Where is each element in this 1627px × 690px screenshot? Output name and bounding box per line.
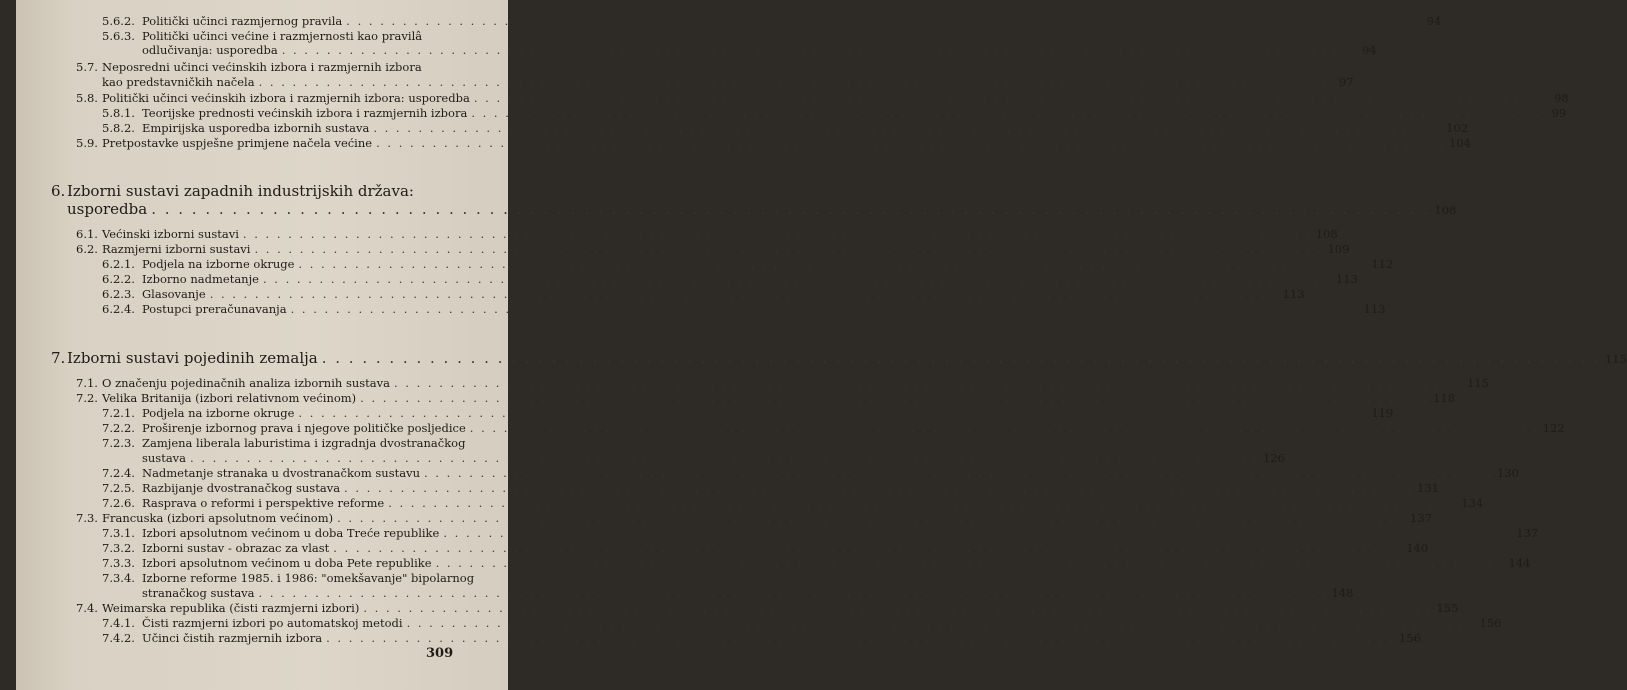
- toc-page: 108: [1434, 203, 1457, 217]
- toc-page: 113: [1363, 302, 1386, 316]
- toc-title: Teorijske prednosti većinskih izbora i razmjernih izbora: [142, 106, 468, 120]
- leader-dots: [254, 243, 1323, 256]
- toc-page: 130: [1496, 466, 1519, 480]
- toc-page: 109: [1327, 242, 1350, 256]
- leader-dots: [344, 482, 1413, 495]
- page-number: 309: [426, 646, 454, 661]
- chapter-title: Izborni sustavi zapadnih industrijskih država:: [67, 182, 414, 200]
- leader-dots: [190, 452, 1259, 465]
- toc-entry: [102, 14, 1442, 28]
- leader-dots: [373, 122, 1442, 135]
- toc-number: 7.3.2.: [102, 541, 135, 555]
- toc-page: 144: [1508, 556, 1531, 570]
- toc-title: Podjela na izborne okruge: [142, 257, 295, 271]
- leader-dots: [259, 76, 1328, 89]
- leader-dots: [298, 407, 1367, 420]
- leader-dots: [291, 303, 1360, 316]
- toc-number: 5.8.2.: [102, 121, 135, 135]
- toc-number: 7.3.4.: [102, 571, 135, 585]
- toc-title: sustava: [142, 451, 187, 465]
- toc-page: 134: [1461, 496, 1484, 510]
- toc-number: 7.2.5.: [102, 481, 135, 495]
- toc-number: 7.3.3.: [102, 556, 135, 570]
- leader-dots: [470, 422, 1539, 435]
- toc-entry: [102, 526, 1539, 540]
- toc-entry: [76, 136, 1471, 150]
- toc-page: 99: [1551, 106, 1567, 120]
- toc-title: Glasovanje: [142, 287, 206, 301]
- toc-title: Razmjerni izborni sustavi: [102, 242, 251, 256]
- toc-page: 118: [1433, 391, 1456, 405]
- leader-dots: [243, 228, 1312, 241]
- chapter-heading-continued: [67, 200, 1457, 219]
- toc-number: 7.2.: [76, 391, 98, 405]
- toc-title: O značenju pojedinačnih analiza izbornih sustava: [102, 376, 390, 390]
- toc-page: 104: [1449, 136, 1471, 150]
- toc-title: stranačkog sustava: [142, 586, 255, 600]
- toc-entry: [76, 391, 1456, 405]
- toc-page: 131: [1417, 481, 1439, 495]
- toc-number: 7.2.6.: [102, 496, 135, 510]
- toc-title: kao predstavničkih načela: [102, 75, 255, 89]
- toc-title: Neposredni učinci većinskih izbora i razmjernih izbora: [102, 60, 422, 74]
- toc-page: 98: [1554, 91, 1569, 105]
- toc-number: 5.6.2.: [102, 14, 135, 28]
- toc-number: 6.2.1.: [102, 257, 135, 271]
- leader-dots: [394, 377, 1463, 390]
- toc-entry-continued: [142, 586, 1354, 600]
- toc-title: Politički učinci većine i razmjernosti kao pravilâ: [142, 29, 423, 43]
- leader-dots: [263, 273, 1332, 286]
- toc-number: 7.3.: [76, 511, 98, 525]
- toc-title: Politički učinci većinskih izbora i razmjernih izbora: usporedba: [102, 91, 470, 105]
- toc-number: 6.2.: [76, 242, 98, 256]
- toc-page: 112: [1371, 257, 1394, 271]
- toc-entry: [102, 30, 422, 43]
- toc-title: Podjela na izborne okruge: [142, 406, 295, 420]
- toc-entry: [102, 541, 1429, 555]
- toc-number: 7.4.: [76, 601, 98, 615]
- leader-dots: [360, 392, 1429, 405]
- toc-entry: [102, 421, 1565, 435]
- leader-dots: [322, 349, 1601, 367]
- toc-entry: [76, 242, 1350, 256]
- leader-dots: [210, 288, 1279, 301]
- toc-page: 113: [1282, 287, 1305, 301]
- toc-number: 5.8.1.: [102, 106, 135, 120]
- toc-number: 7.3.1.: [102, 526, 135, 540]
- toc-entry: [102, 616, 1502, 630]
- toc-title: Empirijska usporedba izbornih sustava: [142, 121, 370, 135]
- toc-entry: [102, 631, 1421, 645]
- leader-dots: [436, 557, 1505, 570]
- leader-dots: [282, 44, 1351, 57]
- toc-page: 94: [1426, 14, 1442, 28]
- toc-entry: [102, 496, 1484, 510]
- toc-number: 7.4.2.: [102, 631, 135, 645]
- toc-title: Rasprava o reformi i perspektive reforme: [142, 496, 385, 510]
- chapter-number: 6.: [51, 182, 66, 200]
- toc-title: Weimarska republika (čisti razmjerni izbori): [102, 601, 360, 615]
- toc-page: 115: [1466, 376, 1489, 390]
- leader-dots: [443, 527, 1512, 540]
- toc-title: Izborne reforme 1985. i 1986: "omekšavanje" bipolarnog: [142, 571, 475, 585]
- leader-dots: [407, 617, 1476, 630]
- toc-title: Velika Britanija (izbori relativnom većinom): [102, 391, 357, 405]
- toc-entry: [102, 406, 1394, 420]
- toc-title: Postupci preračunavanja: [142, 302, 287, 316]
- toc-number: 7.1.: [76, 376, 98, 390]
- toc-title: Čisti razmjerni izbori po automatskoj metodi: [142, 616, 403, 630]
- toc-page: 122: [1542, 421, 1565, 435]
- chapter-heading: [51, 182, 414, 200]
- toc-entry: [102, 481, 1439, 495]
- toc-entry: [76, 601, 1459, 615]
- toc-title: Izborni sustav - obrazac za vlast: [142, 541, 330, 555]
- toc-entry: [102, 572, 474, 585]
- chapter-title: usporedba: [67, 200, 148, 218]
- toc-entry: [76, 227, 1338, 241]
- toc-entry: [76, 511, 1432, 525]
- toc-title: Izborno nadmetanje: [142, 272, 259, 286]
- toc-number: 5.6.3.: [102, 29, 135, 43]
- leader-dots: [424, 467, 1493, 480]
- leader-dots: [363, 602, 1432, 615]
- toc-page: 137: [1410, 511, 1432, 525]
- leader-dots: [337, 512, 1406, 525]
- chapter-heading: [51, 349, 1627, 368]
- toc-entry: [76, 91, 1569, 105]
- toc-page: 148: [1331, 586, 1354, 600]
- toc-page: 115: [1604, 352, 1627, 366]
- toc-number: 6.1.: [76, 227, 98, 241]
- toc-page: 119: [1371, 406, 1394, 420]
- toc-title: Pretpostavke uspješne primjene načela većine: [102, 136, 373, 150]
- leader-dots: [471, 107, 1540, 120]
- toc-page: 113: [1335, 272, 1358, 286]
- toc-title: Nadmetanje stranaka u dvostranačkom sustavu: [142, 466, 420, 480]
- toc-entry: [102, 272, 1358, 286]
- toc-page: 156: [1399, 631, 1421, 645]
- toc-title: Većinski izborni sustavi: [102, 227, 239, 241]
- toc-number: 7.2.4.: [102, 466, 135, 480]
- toc-entry-continued: [142, 451, 1285, 465]
- toc-number: 6.2.2.: [102, 272, 135, 286]
- toc-page: 155: [1436, 601, 1459, 615]
- toc-title: Politički učinci razmjernog pravila: [142, 14, 343, 28]
- toc-entry: [102, 287, 1305, 301]
- toc-entry-continued: [142, 43, 1377, 57]
- toc-number: 7.2.3.: [102, 436, 135, 450]
- toc-number: 7.4.1.: [102, 616, 135, 630]
- toc-entry: [76, 376, 1489, 390]
- leader-dots: [474, 92, 1543, 105]
- toc-page: 94: [1361, 43, 1377, 57]
- toc-title: Učinci čistih razmjernih izbora: [142, 631, 323, 645]
- toc-title: Zamjena liberala laburistima i izgradnja dvostranačkog: [142, 436, 466, 450]
- toc-entry-continued: [102, 75, 1354, 89]
- leader-dots: [326, 632, 1395, 645]
- toc-entry: [102, 257, 1394, 271]
- toc-page: 97: [1338, 75, 1354, 89]
- toc-title: Izbori apsolutnom većinom u doba Pete republike: [142, 556, 432, 570]
- toc-page: 102: [1446, 121, 1469, 135]
- leader-dots: [388, 497, 1457, 510]
- toc-entry: [102, 121, 1469, 135]
- toc-title: Izbori apsolutnom većinom u doba Treće republike: [142, 526, 440, 540]
- toc-page: 137: [1516, 526, 1539, 540]
- toc-page: 108: [1315, 227, 1338, 241]
- toc-title: Francuska (izbori apsolutnom većinom): [102, 511, 334, 525]
- toc-page: 156: [1479, 616, 1502, 630]
- toc-title: Razbijanje dvostranačkog sustava: [142, 481, 341, 495]
- chapter-number: 7.: [51, 349, 66, 367]
- toc-number: 5.9.: [76, 136, 98, 150]
- toc-number: 6.2.4.: [102, 302, 135, 316]
- toc-title: odlučivanja: usporedba: [142, 43, 278, 57]
- toc-number: 5.7.: [76, 60, 98, 74]
- toc-entry: [102, 302, 1386, 316]
- toc-entry: [102, 556, 1531, 570]
- toc-entry: [102, 106, 1567, 120]
- toc-entry: [102, 466, 1519, 480]
- toc-number: 7.2.1.: [102, 406, 135, 420]
- leader-dots: [298, 258, 1367, 271]
- toc-page: 140: [1406, 541, 1429, 555]
- chapter-title: Izborni sustavi pojedinih zemalja: [67, 349, 318, 367]
- leader-dots: [259, 587, 1328, 600]
- toc-entry: [102, 437, 465, 450]
- leader-dots: [376, 137, 1445, 150]
- toc-number: 7.2.2.: [102, 421, 135, 435]
- toc-entry: [76, 61, 422, 74]
- book-page: [16, 0, 1627, 690]
- toc-title: Proširenje izbornog prava i njegove političke posljedice: [142, 421, 466, 435]
- leader-dots: [333, 542, 1402, 555]
- toc-number: 6.2.3.: [102, 287, 135, 301]
- leader-dots: [151, 200, 1430, 218]
- toc-number: 5.8.: [76, 91, 98, 105]
- leader-dots: [346, 15, 1415, 28]
- toc-page: 126: [1263, 451, 1285, 465]
